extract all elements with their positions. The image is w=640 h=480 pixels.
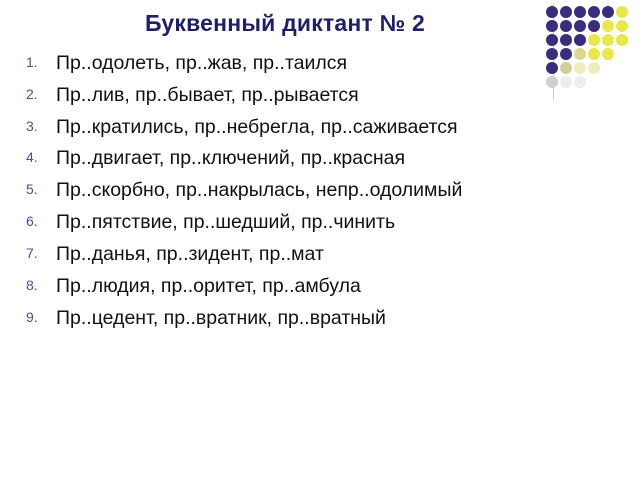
decor-dot	[588, 20, 600, 32]
list-item	[22, 52, 622, 75]
list-item-label: Пр..лив, пр..бывает, пр..рывается	[56, 83, 359, 106]
list-item	[22, 179, 622, 202]
decor-dot	[574, 20, 586, 32]
decor-dot	[574, 6, 586, 18]
decor-dot	[588, 6, 600, 18]
list-item-marker: 4.	[26, 149, 38, 166]
decor-dot	[560, 6, 572, 18]
list-item-label: Пр..кратились, пр..небрегла, пр..саживается	[56, 115, 458, 138]
list-item	[22, 116, 622, 139]
list-item-label: Пр..двигает, пр..ключений, пр..красная	[56, 147, 406, 170]
decor-dot	[602, 20, 614, 32]
list-item	[22, 211, 622, 234]
list-item-label: Пр..пятствие, пр..шедший, пр..чинить	[56, 211, 396, 234]
decor-dot	[546, 34, 558, 46]
dictation-content	[22, 52, 622, 338]
list-item-label: Пр..людия, пр..оритет, пр..амбула	[56, 274, 361, 297]
list-item	[22, 275, 622, 298]
decor-dot	[546, 20, 558, 32]
list-item-marker: 3.	[26, 117, 38, 134]
decor-dot	[616, 6, 628, 18]
decor-dot	[546, 6, 558, 18]
decor-dot	[560, 20, 572, 32]
dictation-list	[22, 52, 622, 329]
list-item	[22, 307, 622, 330]
list-item-marker: 7.	[26, 244, 38, 261]
list-item-marker: 1.	[26, 54, 38, 70]
list-item-marker: 5.	[26, 181, 38, 198]
list-item	[22, 147, 622, 170]
decor-dot	[560, 34, 572, 46]
decor-dot	[616, 34, 628, 46]
list-item-label: Пр..скорбно, пр..накрылась, непр..одолимый	[56, 179, 463, 202]
list-item-marker: 6.	[26, 213, 38, 230]
page-title: Буквенный диктант № 2	[145, 10, 425, 36]
list-item	[22, 84, 622, 107]
list-item-marker: 8.	[26, 276, 38, 293]
decor-dot	[588, 34, 600, 46]
list-item-label: Пр..цедент, пр..вратник, пр..вратный	[56, 306, 386, 329]
list-item-marker: 2.	[26, 85, 38, 102]
list-item-label: Пр..одолеть, пр..жав, пр..таился	[56, 52, 348, 74]
list-item-marker: 9.	[26, 308, 38, 325]
decor-dot	[602, 6, 614, 18]
decor-dot	[616, 20, 628, 32]
list-item-label: Пр..данья, пр..зидент, пр..мат	[56, 242, 324, 265]
decor-dot	[602, 34, 614, 46]
decor-dot	[574, 34, 586, 46]
list-item	[22, 243, 622, 266]
